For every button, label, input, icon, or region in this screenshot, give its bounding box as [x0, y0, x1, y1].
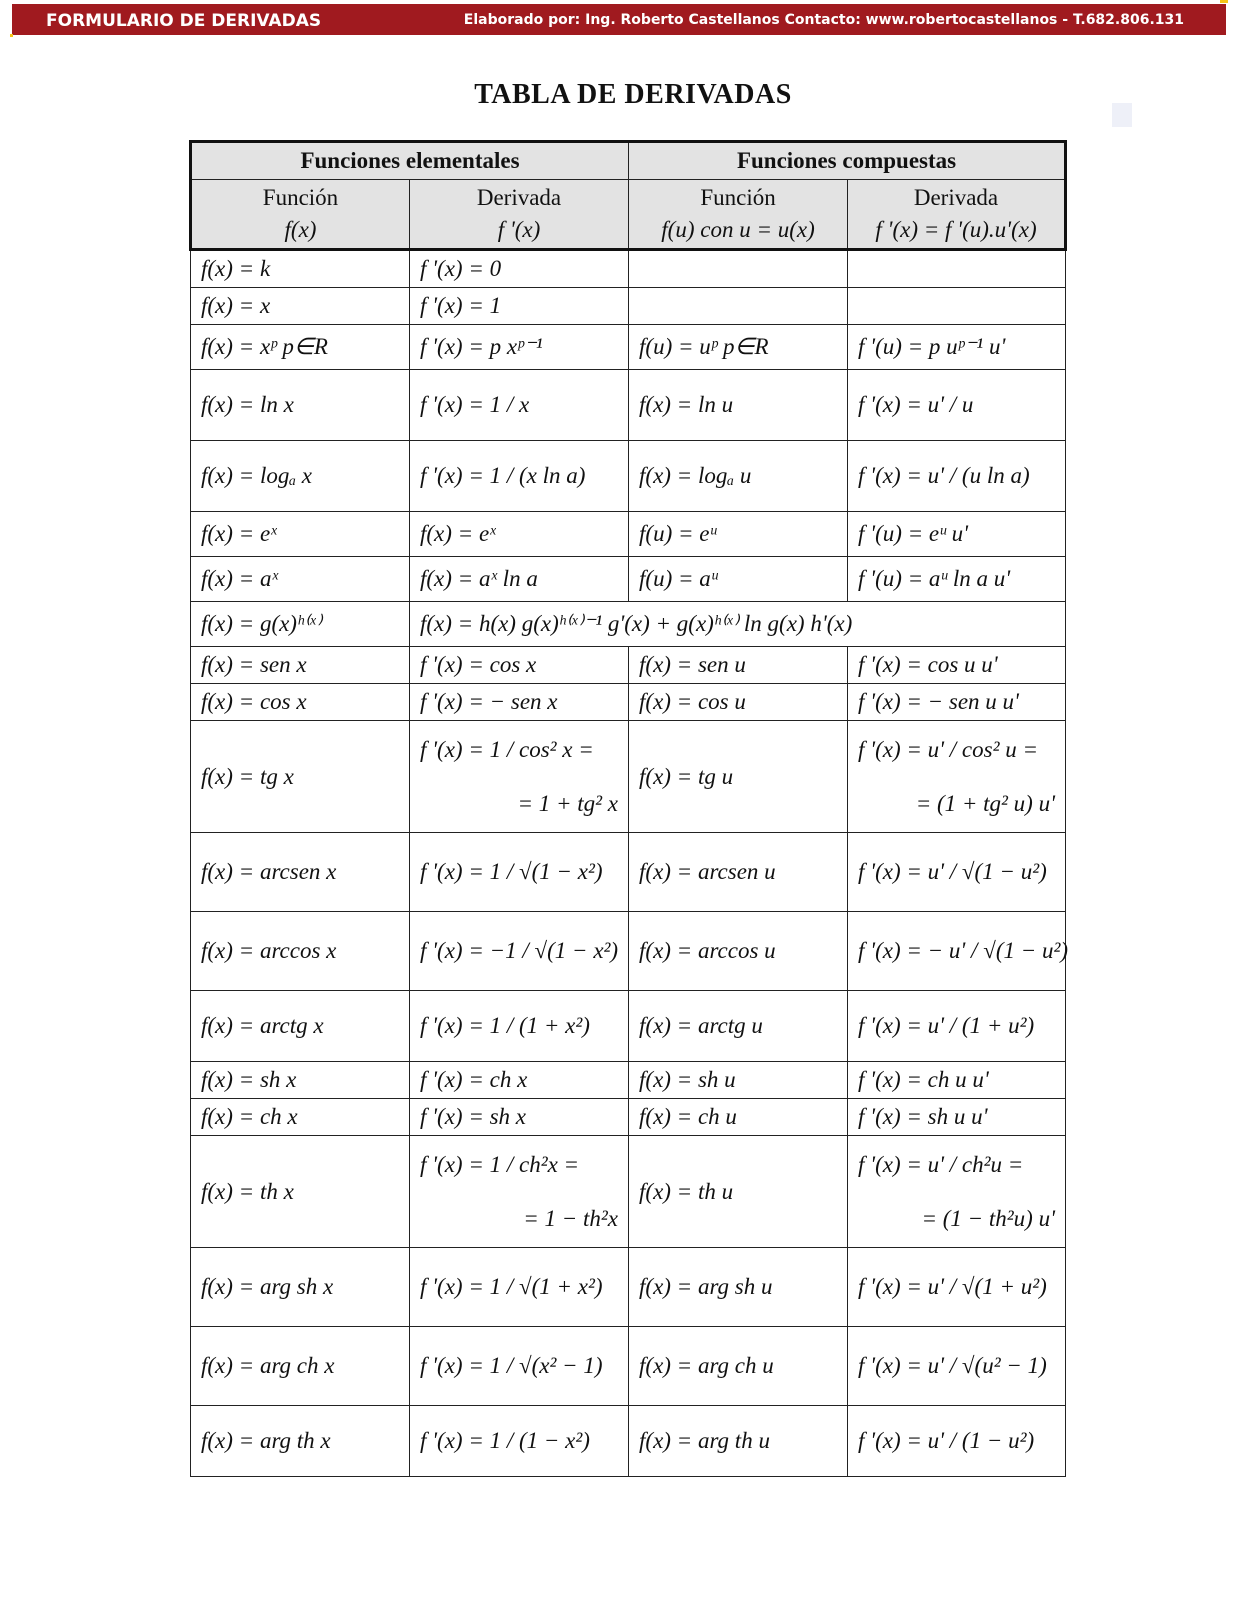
cell-c2	[410, 684, 629, 721]
cell-c3	[629, 557, 848, 602]
cell-c1	[191, 250, 410, 288]
formula-c1: f(x) = sen x	[201, 652, 307, 677]
cell-c3	[629, 684, 848, 721]
formula-c4: f '(x) = u' / cos² u =	[858, 736, 1039, 762]
formula-c4: f '(x) = sh u u'	[858, 1104, 988, 1129]
formula-c1: f(x) = cos x	[201, 689, 307, 714]
table-row	[191, 557, 1066, 602]
col-header-derivada-elemental	[410, 180, 629, 250]
formula-c2: f '(x) = 0	[420, 256, 502, 281]
formula-c4: f '(x) = u' / √(1 + u²)	[858, 1274, 1047, 1299]
banner-title: FORMULARIO DE DERIVADAS	[46, 11, 322, 31]
formula-c3: f(x) = arg ch u	[639, 1353, 774, 1378]
cell-c1	[191, 325, 410, 370]
formula-c2: f '(x) = 1	[420, 293, 502, 318]
formula-c3: f(x) = tg u	[639, 763, 734, 789]
formula-c2: f '(x) = 1 / √(1 + x²)	[420, 1274, 603, 1299]
formula-c2: f '(x) = 1 / √(x² − 1)	[420, 1353, 603, 1378]
cell-c2	[410, 1099, 629, 1136]
cell-c3	[629, 1406, 848, 1477]
col1-bottom: f(x)	[284, 217, 317, 242]
cell-c2	[410, 1406, 629, 1477]
cell-c1	[191, 370, 410, 441]
formula-c1: f(x) = ch x	[201, 1104, 298, 1129]
col-header-derivada-compuesta	[848, 180, 1066, 250]
formula-c1: f(x) = sh x	[201, 1067, 297, 1092]
formula-c1: f(x) = th x	[201, 1178, 294, 1204]
cell-c3	[629, 1062, 848, 1099]
formula-c3: f(x) = th u	[639, 1178, 734, 1204]
cell-c3	[629, 441, 848, 512]
formula-c2: f '(x) = 1 / (1 + x²)	[420, 1013, 590, 1038]
cell-c1	[191, 912, 410, 991]
formula-c2: f '(x) = 1 / (1 − x²)	[420, 1428, 590, 1453]
formula-c4: f '(x) = cos u u'	[858, 652, 998, 677]
formula-c4: f '(x) = u' / (u ln a)	[858, 463, 1030, 488]
table-row	[191, 1248, 1066, 1327]
table-row	[191, 684, 1066, 721]
cell-c1	[191, 288, 410, 325]
formula-c3: f(x) = ch u	[639, 1104, 737, 1129]
cell-c1	[191, 1406, 410, 1477]
cell-c4	[848, 1248, 1066, 1327]
col1-top: Función	[262, 185, 339, 210]
banner-author: Elaborado por: Ing. Roberto Castellanos Contacto: www.robertocastellanos - T.682.806.131	[463, 12, 1184, 28]
table-row	[191, 1406, 1066, 1477]
formula-c1: f(x) = arg ch x	[201, 1353, 335, 1378]
formula-c1: f(x) = tg x	[201, 763, 294, 789]
formula-c4b: = (1 + tg² u) u'	[915, 790, 1056, 816]
formula-c1: f(x) = eˣ	[201, 521, 277, 546]
formula-c2: f(x) = eˣ	[420, 521, 496, 546]
cell-c2	[410, 991, 629, 1062]
formula-c4: f '(x) = − u' / √(1 − u²)	[858, 938, 1069, 963]
formula-c1: f(x) = arccos x	[201, 938, 337, 963]
cell-c2	[410, 288, 629, 325]
table-row	[191, 441, 1066, 512]
formula-c3: f(x) = sen u	[639, 652, 746, 677]
formula-c2: f '(x) = 1 / ch²x =	[420, 1151, 580, 1177]
table-row	[191, 1099, 1066, 1136]
cell-c1	[191, 991, 410, 1062]
cell-c3	[629, 512, 848, 557]
formula-c1: f(x) = k	[201, 256, 271, 281]
formula-c1: f(x) = arg sh x	[201, 1274, 334, 1299]
formula-c1: f(x) = logₐ x	[201, 463, 313, 488]
table-row	[191, 647, 1066, 684]
table-row	[191, 833, 1066, 912]
table-row	[191, 1062, 1066, 1099]
formula-c3: f(u) = eᵘ	[639, 521, 717, 546]
group-compuestas: Funciones compuestas	[629, 142, 1066, 180]
formula-c1: f(x) = g(x)ʰ⁽ˣ⁾	[201, 611, 322, 636]
cell-c3	[629, 1248, 848, 1327]
cell-c4	[848, 370, 1066, 441]
formula-c3: f(u) = aᵘ	[639, 566, 718, 591]
formula-c3: f(x) = ln u	[639, 392, 734, 417]
table-row	[191, 1327, 1066, 1406]
formula-c3: f(x) = arctg u	[639, 1013, 763, 1038]
cell-c2	[410, 441, 629, 512]
formula-c4: f '(x) = − sen u u'	[858, 689, 1019, 714]
derivatives-table	[189, 140, 1067, 1477]
cell-c4	[848, 1406, 1066, 1477]
table-row	[191, 602, 1066, 647]
cell-c4	[848, 833, 1066, 912]
cell-c3	[629, 1136, 848, 1248]
cell-c2	[410, 557, 629, 602]
col4-bottom: f '(x) = f '(u).u'(x)	[875, 217, 1037, 242]
cell-c1	[191, 441, 410, 512]
col-header-funcion-elemental	[191, 180, 410, 250]
cell-c2	[410, 512, 629, 557]
formula-c2: f '(x) = cos x	[420, 652, 537, 677]
table-row	[191, 1136, 1066, 1248]
table-row	[191, 512, 1066, 557]
formula-c3: f(x) = arg sh u	[639, 1274, 773, 1299]
cell-c3	[629, 833, 848, 912]
formula-c2b: = 1 + tg² x	[517, 790, 619, 816]
cell-c1	[191, 1248, 410, 1327]
cell-c3	[629, 1099, 848, 1136]
cell-c2	[410, 1248, 629, 1327]
table-body	[191, 250, 1069, 1477]
cell-c4	[848, 557, 1066, 602]
table-row	[191, 721, 1066, 833]
cell-c4	[848, 288, 1066, 325]
formula-c1: f(x) = arg th x	[201, 1428, 331, 1453]
cell-c3	[629, 912, 848, 991]
formula-c2: f '(x) = 1 / (x ln a)	[420, 463, 586, 488]
cell-c1	[191, 1327, 410, 1406]
cell-c1	[191, 1136, 410, 1248]
table-row	[191, 370, 1066, 441]
formula-c2: f '(x) = sh x	[420, 1104, 527, 1129]
formula-c3: f(x) = arcsen u	[639, 859, 776, 884]
formula-c2: f(x) = aˣ ln a	[420, 566, 538, 591]
col3-top: Función	[700, 185, 776, 210]
cell-c4	[848, 250, 1066, 288]
cell-c4	[848, 647, 1066, 684]
cell-c1	[191, 602, 410, 647]
table-row	[191, 250, 1066, 288]
formula-c3: f(x) = sh u	[639, 1067, 736, 1092]
corner-mark	[1220, 0, 1228, 3]
formula-c4: f '(x) = u' / u	[858, 392, 974, 417]
table-row	[191, 991, 1066, 1062]
formula-c2: f '(x) = 1 / √(1 − x²)	[420, 859, 603, 884]
formula-c1: f(x) = xᵖ p∈R	[201, 334, 328, 359]
formula-c3: f(x) = arccos u	[639, 938, 776, 963]
cell-c4	[848, 912, 1069, 991]
formula-c4: f '(x) = u' / ch²u =	[858, 1151, 1024, 1177]
formula-c2: f '(x) = p xᵖ⁻¹	[420, 334, 543, 359]
cell-c3	[629, 250, 848, 288]
formula-c3: f(x) = cos u	[639, 689, 746, 714]
formula-c4: f '(x) = u' / √(u² − 1)	[858, 1353, 1047, 1378]
cell-c1	[191, 512, 410, 557]
cell-c2	[410, 1327, 629, 1406]
cell-c2	[410, 833, 629, 912]
cell-c3	[629, 288, 848, 325]
cell-c3	[629, 325, 848, 370]
cell-c2	[410, 1136, 629, 1248]
cell-c1	[191, 1099, 410, 1136]
page-title: TABLA DE DERIVADAS	[474, 79, 792, 110]
cell-c2	[410, 250, 629, 288]
cell-c2	[410, 912, 629, 991]
col4-top: Derivada	[913, 185, 999, 210]
cell-c2	[410, 721, 629, 833]
cell-c1	[191, 1062, 410, 1099]
cell-c4	[848, 721, 1066, 833]
table-row	[191, 912, 1066, 991]
formula-c4: f '(x) = u' / (1 − u²)	[858, 1428, 1035, 1453]
cell-c3	[629, 647, 848, 684]
formula-c3: f(u) = uᵖ p∈R	[639, 334, 769, 359]
cell-c4	[848, 1062, 1066, 1099]
formula-c2: f '(x) = − sen x	[420, 689, 558, 714]
formula-c3: f(x) = logₐ u	[639, 463, 752, 488]
formula-c1: f(x) = arctg x	[201, 1013, 324, 1038]
cell-c4	[848, 325, 1066, 370]
cell-c2	[410, 1062, 629, 1099]
cell-c3	[629, 1327, 848, 1406]
cell-c4	[848, 1099, 1066, 1136]
formula-c2: f '(x) = 1 / x	[420, 392, 530, 417]
col2-bottom: f '(x)	[497, 217, 541, 242]
formula-c1: f(x) = x	[201, 293, 271, 318]
formula-c2: f '(x) = 1 / cos² x =	[420, 736, 594, 762]
col2-top: Derivada	[476, 185, 562, 210]
cell-c4	[848, 1136, 1066, 1248]
cell-c4	[848, 512, 1066, 557]
cell-c2	[410, 647, 629, 684]
cell-c4	[848, 1327, 1066, 1406]
cell-c3	[629, 721, 848, 833]
cell-c2	[410, 325, 629, 370]
formula-c4: f '(x) = ch u u'	[858, 1067, 989, 1092]
cell-c4	[848, 684, 1066, 721]
group-elementales: Funciones elementales	[191, 142, 629, 180]
formula-c2: f(x) = h(x) g(x)ʰ⁽ˣ⁾⁻¹ g'(x) + g(x)ʰ⁽ˣ⁾ ln g(x) h'(x)	[420, 611, 853, 636]
cell-c3	[629, 370, 848, 441]
formula-c2b: = 1 − th²x	[523, 1205, 619, 1231]
cell-c1	[191, 684, 410, 721]
cell-c1	[191, 557, 410, 602]
formula-c4: f '(x) = u' / (1 + u²)	[858, 1013, 1035, 1038]
cell-c1	[191, 647, 410, 684]
formula-c4: f '(u) = p uᵖ⁻¹ u'	[858, 334, 1006, 359]
formula-c3: f(x) = arg th u	[639, 1428, 770, 1453]
table-row	[191, 325, 1066, 370]
formula-c1: f(x) = ln x	[201, 392, 294, 417]
col-header-funcion-compuesta	[629, 180, 848, 250]
table-header	[191, 142, 1066, 250]
formula-c4: f '(u) = aᵘ ln a u'	[858, 566, 1011, 591]
col3-bottom: f(u) con u = u(x)	[661, 217, 815, 242]
cell-c3	[629, 991, 848, 1062]
formula-c4: f '(x) = u' / √(1 − u²)	[858, 859, 1047, 884]
formula-c1: f(x) = arcsen x	[201, 859, 337, 884]
left-dot	[10, 34, 13, 37]
header-banner	[12, 4, 1226, 35]
formula-c2: f '(x) = ch x	[420, 1067, 528, 1092]
table-row	[191, 288, 1066, 325]
cell-c4	[848, 991, 1066, 1062]
cell-c4	[848, 441, 1066, 512]
formula-c4: f '(u) = eᵘ u'	[858, 521, 969, 546]
cell-c1	[191, 721, 410, 833]
formula-c1: f(x) = aˣ	[201, 566, 278, 591]
formula-c4b: = (1 − th²u) u'	[921, 1205, 1056, 1231]
cell-c2	[410, 370, 629, 441]
formula-c2: f '(x) = −1 / √(1 − x²)	[420, 938, 619, 963]
cell-c1	[191, 833, 410, 912]
cell-c2	[410, 602, 1066, 647]
